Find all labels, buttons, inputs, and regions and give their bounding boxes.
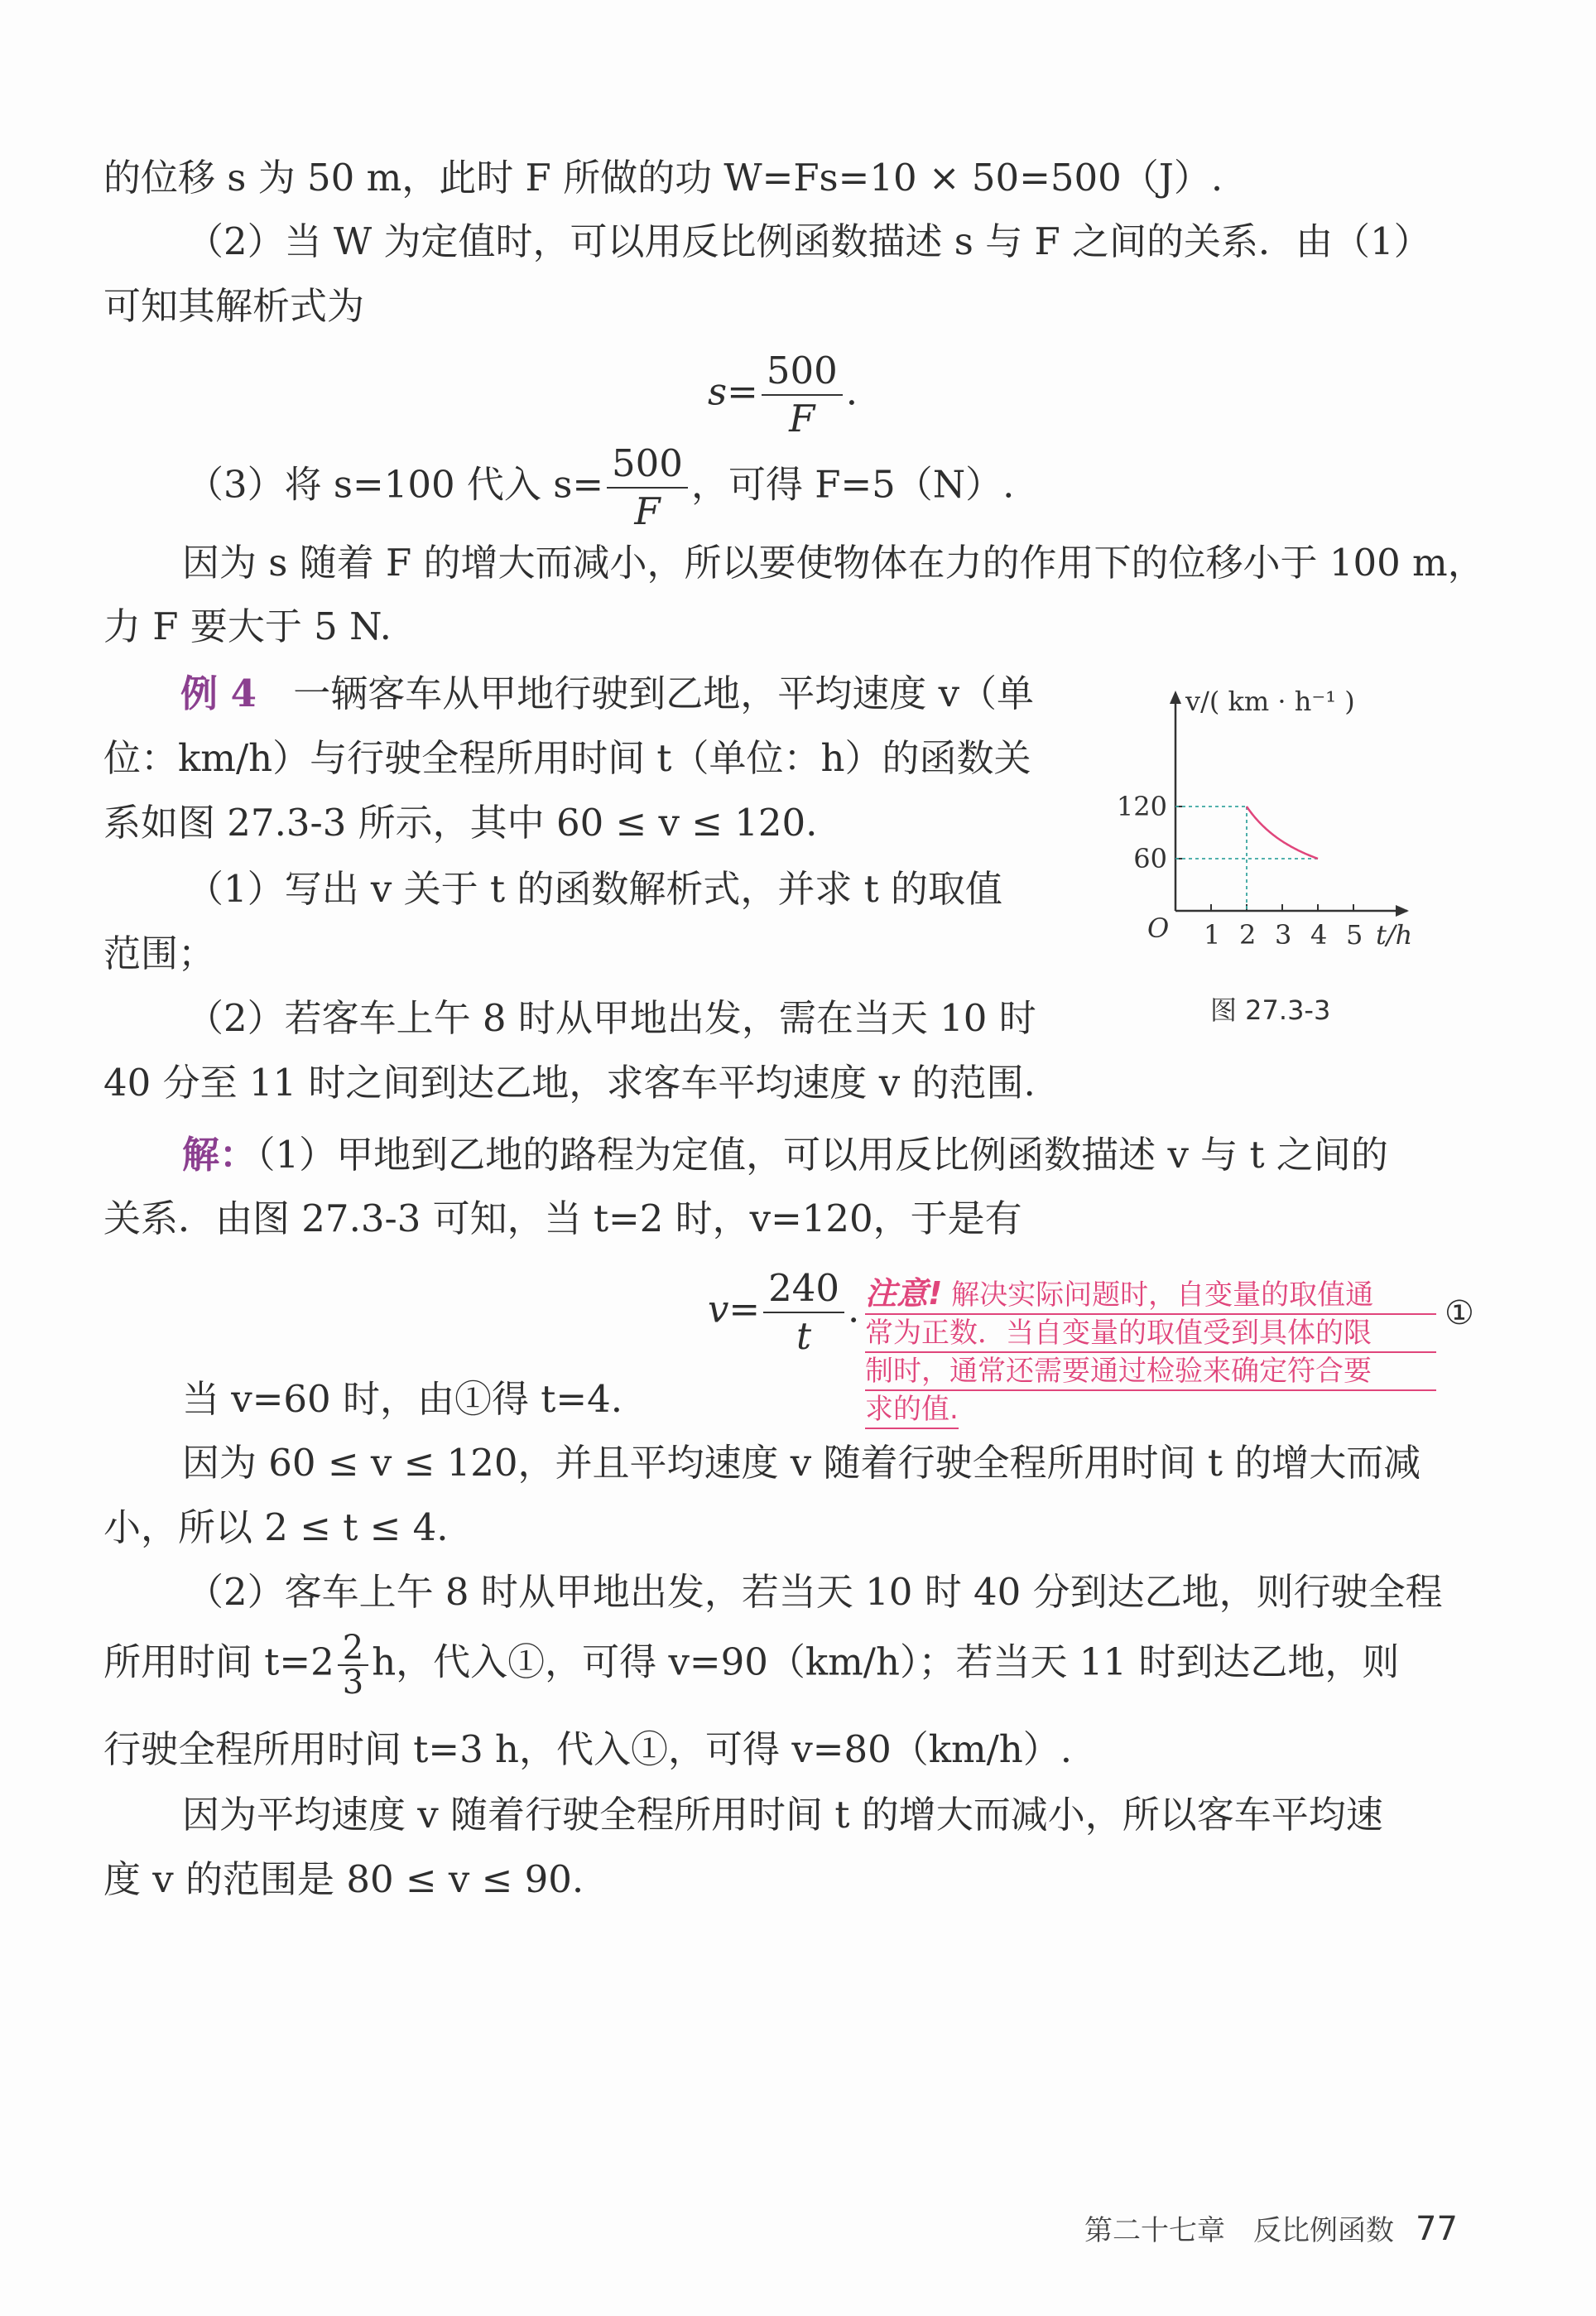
- example-heading: [180, 669, 1034, 719]
- text-line: 40 分至 11 时之间到达乙地，求客车平均速度 v 的范围.: [103, 1061, 1036, 1105]
- text-line: 因为 s 随着 F 的增大而减小，所以要使物体在力的作用下的位移小于 100 m，: [182, 541, 1485, 585]
- text-segment: h，代入①，可得 v=90（km/h）；若当天 11 时到达乙地，则: [372, 1639, 1400, 1684]
- text-line: 的位移 s 为 50 m，此时 F 所做的功 W=Fs=10 × 50=500（J）.: [103, 156, 1223, 200]
- fraction: [607, 441, 688, 535]
- note-line: 求的值.: [865, 1391, 959, 1429]
- equation-v: [708, 1265, 859, 1360]
- equation-tag: ①: [1445, 1294, 1474, 1332]
- note-line: 制时，通常还需要通过检验来确定符合要: [865, 1353, 1436, 1391]
- note-line: 常为正数．当自变量的取值受到具体的限: [865, 1315, 1436, 1353]
- origin-label: O: [1147, 912, 1170, 944]
- text-line: 力 F 要大于 5 N.: [103, 604, 392, 648]
- text-line: （2）当 W 为定值时，可以用反比例函数描述 s 与 F 之间的关系．由（1）: [186, 219, 1431, 263]
- note-box: [865, 1275, 1436, 1429]
- note-line: [865, 1275, 1436, 1315]
- text-line: （1）写出 v 关于 t 的函数解析式，并求 t 的取值: [186, 867, 1003, 911]
- text-segment: （1）甲地到乙地的路程为定值，可以用反比例函数描述 v 与 t 之间的: [257, 1133, 1388, 1177]
- inverse-curve: [1247, 807, 1318, 859]
- note-text: 解决实际问题时，自变量的取值通: [951, 1278, 1374, 1312]
- page-footer: [1084, 2208, 1458, 2248]
- text-line: 范围；: [103, 932, 216, 975]
- text-line-mixed-fraction: [103, 1629, 1400, 1702]
- text-line: 行驶全程所用时间 t=3 h，代入①，可得 v=80（km/h）.: [103, 1727, 1073, 1771]
- equation-lhs: s=: [708, 369, 758, 414]
- y-axis-arrow: [1170, 691, 1181, 704]
- denominator: F: [789, 397, 815, 441]
- fraction: [763, 1265, 844, 1360]
- chapter-title: 第二十七章 反比例函数: [1084, 2214, 1394, 2247]
- text-line: （2）若客车上午 8 时从甲地出发，需在当天 10 时: [186, 996, 1036, 1040]
- text-segment: （3）将 s=100 代入 s=: [186, 462, 604, 507]
- period: .: [845, 369, 858, 414]
- text-segment: ，可得 F=5（N）.: [690, 462, 1015, 507]
- numerator: 2: [338, 1631, 368, 1666]
- equation-lhs: v=: [708, 1287, 761, 1331]
- text-line: 位：km/h）与行驶全程所用时间 t（单位：h）的函数关: [103, 736, 1031, 780]
- y-axis-label: v/( km · h⁻¹ ): [1185, 686, 1355, 717]
- denominator: 3: [342, 1664, 364, 1702]
- text-line: 关系．由图 27.3-3 可知，当 t=2 时，v=120，于是有: [103, 1197, 1022, 1240]
- x-tick-label: 1: [1204, 919, 1221, 951]
- solution-label: 解：: [182, 1133, 257, 1177]
- figure-caption: 图 27.3-3: [1210, 994, 1331, 1026]
- period: .: [848, 1287, 860, 1331]
- numerator: 500: [762, 348, 843, 396]
- text-line-substitution: [186, 441, 1014, 535]
- equation-s: [708, 348, 858, 442]
- text-line: 因为平均速度 v 随着行驶全程所用时间 t 的增大而减小，所以客车平均速: [182, 1793, 1383, 1837]
- text-line: 小，所以 2 ≤ t ≤ 4.: [103, 1505, 449, 1549]
- x-tick-label: 3: [1275, 919, 1292, 951]
- x-tick-label: 2: [1239, 919, 1257, 951]
- denominator: t: [796, 1314, 812, 1358]
- guide-lines: [1175, 807, 1318, 911]
- text-line: 可知其解析式为: [103, 284, 365, 328]
- solution-heading: [182, 1130, 1388, 1180]
- y-tick-label: 60: [1133, 843, 1167, 874]
- fraction: [762, 348, 843, 442]
- text-line: 系如图 27.3-3 所示，其中 60 ≤ v ≤ 120.: [103, 801, 818, 845]
- text-line: 当 v=60 时，由①得 t=4.: [182, 1377, 623, 1421]
- text-segment: 所用时间 t=2: [103, 1639, 334, 1684]
- x-tick-label: 5: [1346, 919, 1363, 951]
- numerator: 240: [763, 1265, 844, 1313]
- text-line: （2）客车上午 8 时从甲地出发，若当天 10 时 40 分到达乙地，则行驶全程: [186, 1570, 1443, 1614]
- x-axis-label: t/h: [1376, 919, 1413, 951]
- denominator: F: [634, 489, 661, 533]
- velocity-time-graph: [1109, 662, 1440, 961]
- page-number: 77: [1416, 2210, 1458, 2248]
- x-tick-label: 4: [1310, 919, 1328, 951]
- x-axis-arrow: [1396, 905, 1409, 917]
- example-label: 例 4: [180, 672, 257, 715]
- text-line: 因为 60 ≤ v ≤ 120，并且平均速度 v 随着行驶全程所用时间 t 的增大而减: [182, 1441, 1421, 1485]
- numerator: 500: [607, 441, 688, 489]
- note-title: 注意!: [865, 1275, 943, 1312]
- text-segment: 一辆客车从甲地行驶到乙地，平均速度 v（单: [293, 672, 1035, 715]
- text-line: 度 v 的范围是 80 ≤ v ≤ 90.: [103, 1857, 584, 1901]
- fraction: [338, 1629, 368, 1702]
- y-tick-label: 120: [1116, 791, 1167, 822]
